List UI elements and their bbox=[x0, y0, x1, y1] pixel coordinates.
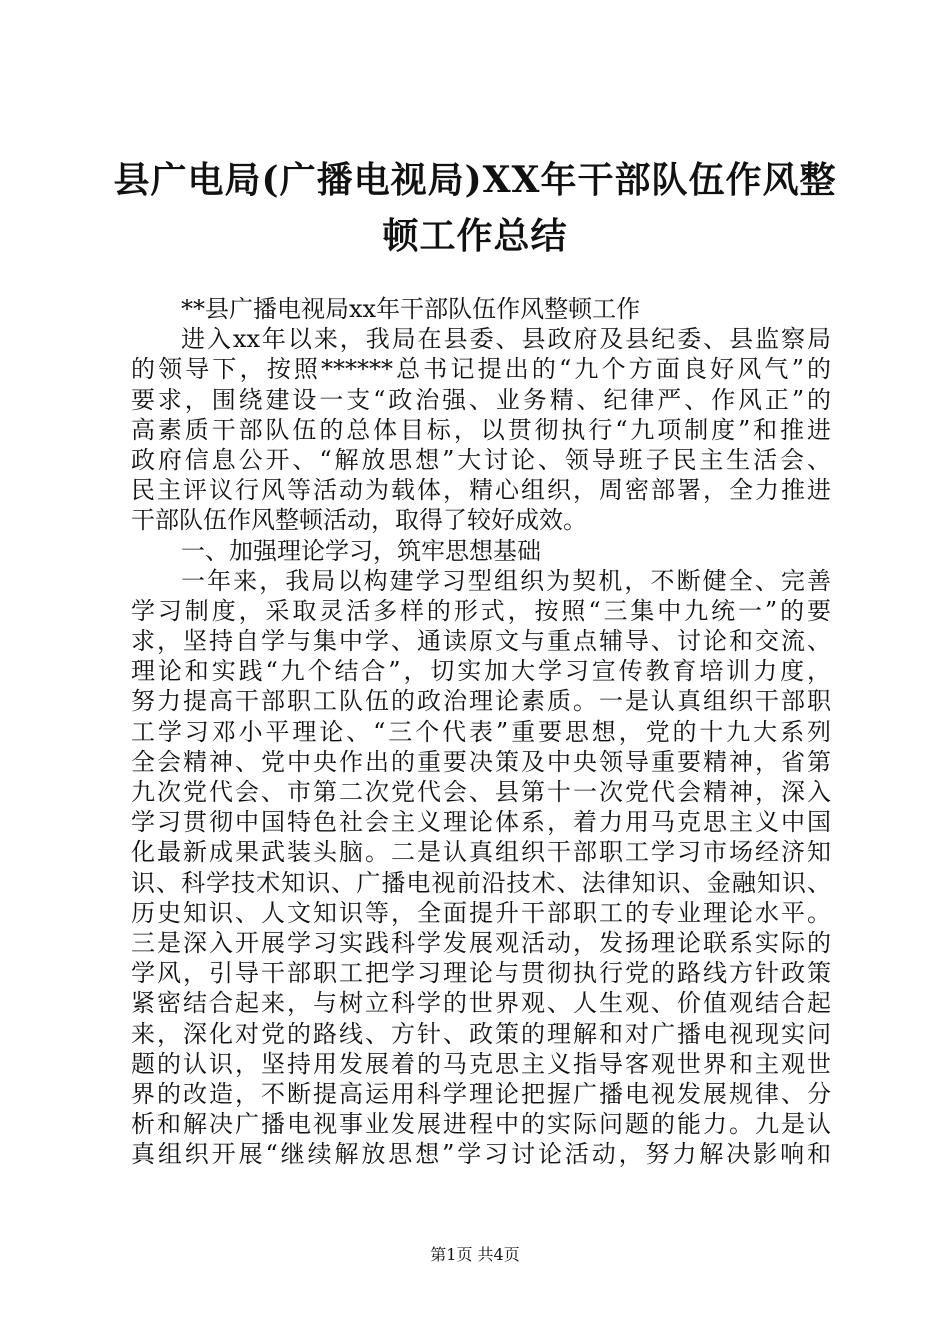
paragraph-line: 化最新成果武装头脑。二是认真组织干部职工学习市场经济知 bbox=[131, 838, 831, 867]
title-line-1: 县广电局(广播电视局)XX年干部队伍作风整 bbox=[113, 159, 837, 201]
paragraph-line: 一年来，我局以构建学习型组织为契机，不断健全、完善 bbox=[181, 566, 831, 595]
paragraph-line: 题的认识，坚持用发展着的马克思主义指导客观世界和主观世 bbox=[131, 1049, 831, 1078]
paragraph-line: 界的改造，不断提高运用科学理论把握广播电视发展规律、分 bbox=[131, 1079, 831, 1108]
paragraph-line: 全会精神、党中央作出的重要决策及中央领导重要精神，省第 bbox=[131, 747, 831, 776]
document-title bbox=[100, 152, 850, 264]
paragraph-line: 历史知识、人文知识等，全面提升干部职工的专业理论水平。 bbox=[131, 898, 831, 927]
paragraph-line: 来，深化对党的路线、方针、政策的理解和对广播电视现实问 bbox=[131, 1019, 831, 1048]
paragraph-line: 干部队伍作风整顿活动，取得了较好成效。 bbox=[131, 506, 587, 535]
paragraph-line: 真组织开展“继续解放思想”学习讨论活动，努力解决影响和 bbox=[131, 1140, 831, 1169]
paragraph-line: 九次党代会、市第二次党代会、县第十一次党代会精神，深入 bbox=[131, 778, 831, 806]
paragraph-line: 学习制度，采取灵活多样的形式，按照“三集中九统一”的要 bbox=[131, 596, 831, 625]
paragraph-line: 的领导下，按照******总书记提出的“九个方面良好风气”的 bbox=[131, 355, 831, 384]
paragraph-line: 析和解决广播电视事业发展进程中的实际问题的能力。九是认 bbox=[131, 1110, 831, 1139]
paragraph-line: 理论和实践“九个结合”，切实加大学习宣传教育培训力度， bbox=[131, 657, 831, 686]
paragraph-line: 学风，引导干部职工把学习理论与贯彻执行党的路线方针政策 bbox=[131, 959, 831, 988]
title-line-2: 顿工作总结 bbox=[382, 215, 568, 257]
paragraph-line: 政府信息公开、“解放思想”大讨论、领导班子民主生活会、 bbox=[131, 445, 831, 474]
paragraph-line: 努力提高干部职工队伍的政治理论素质。一是认真组织干部职 bbox=[131, 687, 831, 716]
paragraph-line: 识、科学技术知识、广播电视前沿技术、法律知识、金融知识、 bbox=[131, 868, 831, 897]
paragraph-line: 民主评议行风等活动为载体，精心组织，周密部署，全力推进 bbox=[131, 476, 831, 505]
paragraph-line: 三是深入开展学习实践科学发展观活动，发扬理论联系实际的 bbox=[131, 928, 831, 957]
paragraph-line: 学习贯彻中国特色社会主义理论体系，着力用马克思主义中国 bbox=[131, 808, 831, 837]
page-footer: 第1页 共4页 bbox=[430, 1245, 520, 1264]
paragraph-line: 紧密结合起来，与树立科学的世界观、人生观、价值观结合起 bbox=[131, 989, 831, 1018]
section-heading: 一、加强理论学习，筑牢思想基础 bbox=[181, 536, 541, 565]
paragraph-line: 高素质干部队伍的总体目标，以贯彻执行“九项制度”和推进 bbox=[131, 415, 831, 444]
paragraph-line: 进入xx年以来，我局在县委、县政府及县纪委、县监察局 bbox=[181, 325, 831, 354]
document-body bbox=[131, 294, 831, 1169]
paragraph-line: 求，坚持自学与集中学、通读原文与重点辅导、讨论和交流、 bbox=[131, 627, 831, 656]
paragraph-line: 要求，围绕建设一支“政治强、业务精、纪律严、作风正”的 bbox=[131, 385, 831, 414]
paragraph-line: 工学习邓小平理论、“三个代表”重要思想，党的十九大系列 bbox=[131, 717, 831, 746]
subtitle-line: **县广播电视局xx年干部队伍作风整顿工作 bbox=[181, 295, 641, 323]
